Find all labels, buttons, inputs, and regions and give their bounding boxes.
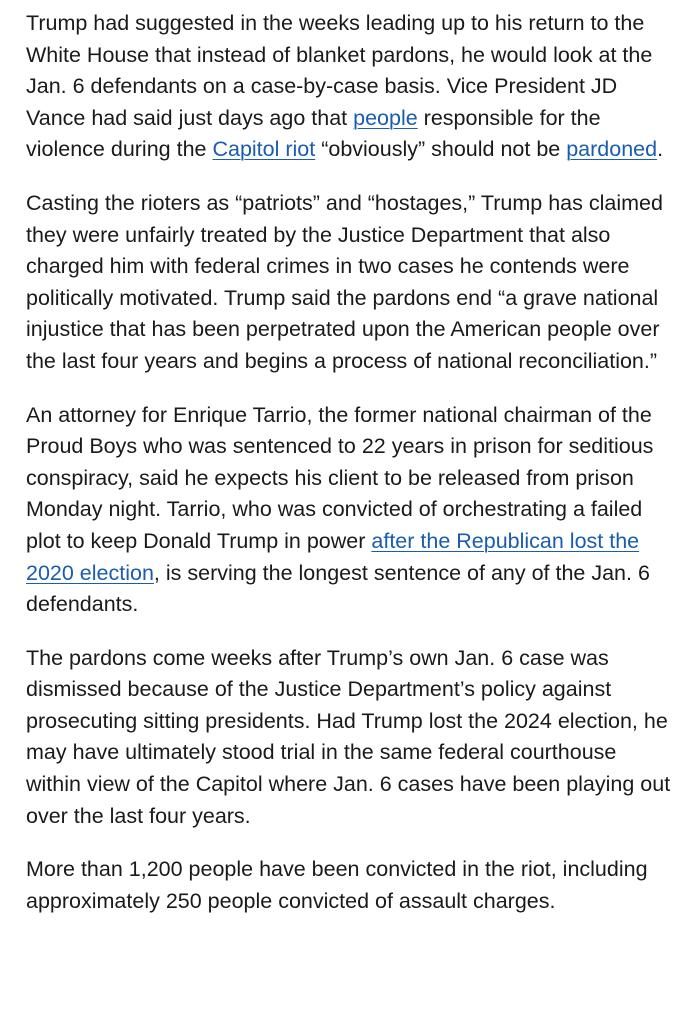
paragraph-4: The pardons come weeks after Trump’s own Jan. 6 case was dismissed because of the Justice Department’s policy against prosecuting sitting presidents. Had Trump lost the 2024 election, he may have ultimately stood trial in the same federal courthouse within view of the Capitol where Jan. 6 cases have been playing out over the last four years. <box>26 645 671 828</box>
paragraph-text: . <box>657 137 664 162</box>
paragraph-text: An attorney for Enrique Tarrio, the former national chairman of the Proud Boys who was sentenced to 22 years in prison for seditious conspiracy, said he expects his client to be released from prison Monday night. Tarrio, who was convicted of orchestrating a failed plot to keep Donald Trump in power <box>26 402 654 553</box>
link-people[interactable]: people <box>353 105 418 130</box>
paragraph-text: “obviously” should not be <box>315 137 567 162</box>
paragraph-2: Casting the rioters as “patriots” and “hostages,” Trump has claimed they were unfairly treated by the Justice Department that also charged him with federal crimes in two cases he contends were politically motivated. Trump said the pardons end “a grave national injustice that has been perpetrated upon the American people over the last four years and begins a process of national reconciliation.” <box>26 190 663 373</box>
link-pardoned[interactable]: pardoned <box>566 137 658 162</box>
paragraph-1 <box>26 8 676 166</box>
paragraph-3 <box>26 400 676 621</box>
article-body <box>26 8 676 939</box>
link-capitol-riot[interactable]: Capitol riot <box>212 137 316 162</box>
link-2020-election[interactable]: after the Republican lost the 2020 election <box>26 528 640 585</box>
paragraph-text: , is serving the longest sentence of any of the Jan. 6 defendants. <box>26 560 650 617</box>
paragraph-text: Trump had suggested in the weeks leading up to his return to the White House that instead of blanket pardons, he would look at the Jan. 6 defendants on a case-by-case basis. Vice President JD Vance had said just days ago that <box>26 11 653 130</box>
paragraph-5: More than 1,200 people have been convicted in the riot, including approximately 250 people convicted of assault charges. <box>26 857 648 913</box>
paragraph-text: responsible for the violence during the <box>26 105 601 162</box>
